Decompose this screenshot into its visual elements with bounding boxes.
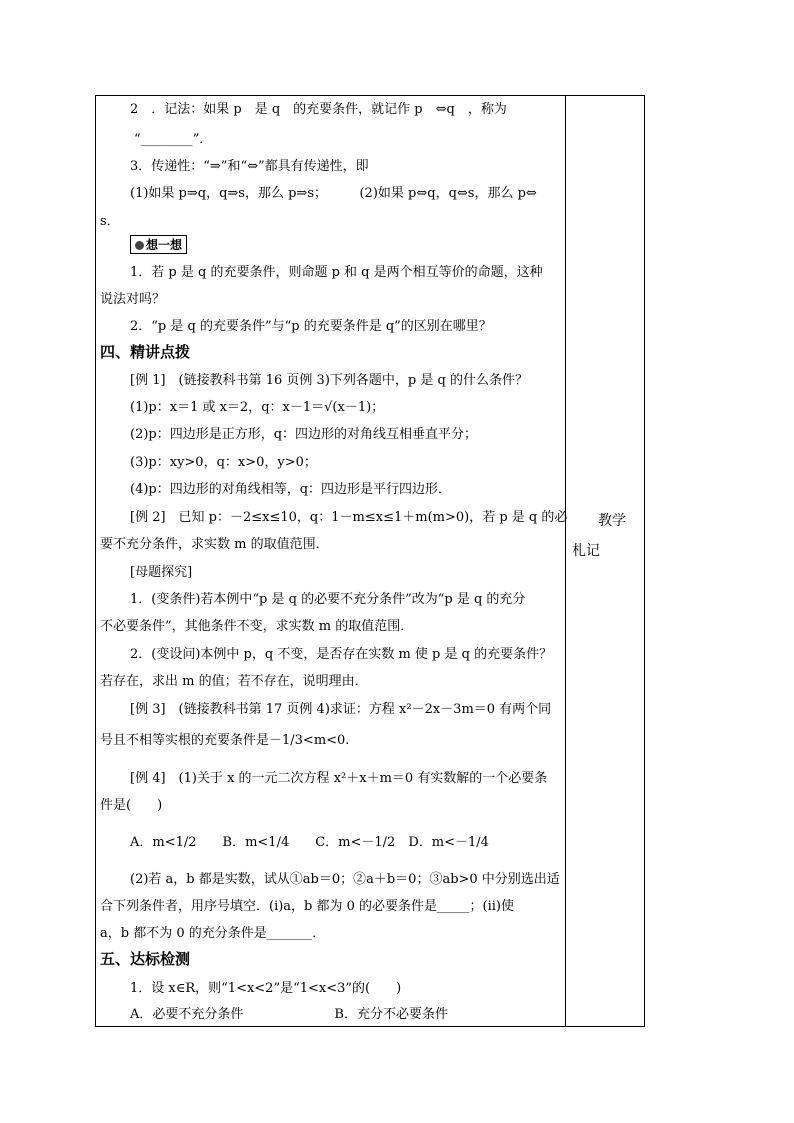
- text-line: [例 1] (链接教科书第 16 页例 3)下列各题中，p 是 q 的什么条件？: [130, 373, 528, 388]
- text-line: (2)若 a，b 都是实数，试从①ab＝0；②a＋b＝0；③ab>0 中分别选出适: [130, 872, 560, 887]
- text-line: 1．若 p 是 q 的充要条件，则命题 p 和 q 是两个相互等价的命题，这种: [130, 265, 543, 280]
- column-divider: [565, 95, 566, 1027]
- side-note-line1: 教学: [598, 513, 626, 529]
- text-line: 合下列条件者，用序号填空．(ⅰ)a，b 都为 0 的必要条件是_____；(ⅱ)使: [100, 899, 515, 914]
- choice-line: A．必要不充分条件 B．充分不必要条件: [130, 1007, 448, 1022]
- text-line: [母题探究]: [130, 565, 193, 580]
- text-line: s．: [100, 214, 120, 229]
- text-line: [例 2] 已知 p：－2≤x≤10，q：1－m≤x≤1＋m(m>0)，若 p 是 q 的必: [130, 510, 568, 525]
- text-line: 2 ．记法：如果 p 是 q 的充要条件，就记作 p ⇔q ，称为: [130, 102, 507, 117]
- text-line: “________”．: [134, 132, 213, 147]
- choice-line: A．m<1/2 B．m<1/4 C．m<－1/2 D．m<－1/4: [130, 835, 489, 850]
- text-line: 要不充分条件，求实数 m 的取值范围．: [100, 537, 329, 552]
- text-line: (3)p：xy>0，q：x>0，y>0；: [130, 455, 317, 470]
- text-line: [例 4] (1)关于 x 的一元二次方程 x²＋x＋m＝0 有实数解的一个必要条: [130, 771, 548, 786]
- text-line: 不必要条件”，其他条件不变，求实数 m 的取值范围．: [100, 619, 414, 634]
- section-heading: 四、精讲点拨: [100, 343, 191, 361]
- text-line: (4)p：四边形的对角线相等，q：四边形是平行四边形．: [130, 482, 452, 497]
- text-line: [例 3] (链接教科书第 17 页例 4)求证：方程 x²－2x－3m＝0 有两个同: [130, 702, 552, 717]
- text-line: a，b 都不为 0 的充分条件是_______．: [100, 926, 326, 941]
- text-line: 2．“p 是 q 的充要条件”与“p 的充要条件是 q”的区别在哪里？: [130, 319, 492, 334]
- text-line: (1)如果 p⇒q，q⇒s，那么 p⇒s； (2)如果 p⇔q，q⇔s，那么 p⇔: [130, 186, 537, 201]
- think-box: [130, 235, 187, 254]
- text-line: 1．设 x∈R，则“1<x<2”是“1<x<3”的( ): [130, 981, 402, 996]
- text-line: (2)p：四边形是正方形，q：四边形的对角线互相垂直平分；: [130, 427, 478, 442]
- text-line: 3．传递性：“⇒”和“⇔”都具有传递性，即: [130, 159, 369, 174]
- bulb-icon: [135, 241, 144, 250]
- text-line: 号且不相等实根的充要条件是－1/3<m<0.: [100, 733, 350, 748]
- side-note-line2: 札记: [572, 543, 600, 559]
- text-line: 若存在，求出 m 的值；若不存在，说明理由．: [100, 674, 368, 689]
- text-line: (1)p：x＝1 或 x＝2，q：x－1＝√(x－1)；: [130, 400, 385, 415]
- section-heading: 五、达标检测: [100, 950, 191, 968]
- text-line: 1．(变条件)若本例中“p 是 q 的必要不充分条件”改为“p 是 q 的充分: [130, 592, 526, 607]
- think-text: 想一想: [146, 238, 183, 252]
- text-line: 说法对吗？: [100, 292, 166, 307]
- text-line: 2．(变设问)本例中 p，q 不变，是否存在实数 m 使 p 是 q 的充要条件？: [130, 647, 553, 662]
- think-label: [100, 235, 187, 254]
- text-line: 件是( ): [100, 798, 163, 813]
